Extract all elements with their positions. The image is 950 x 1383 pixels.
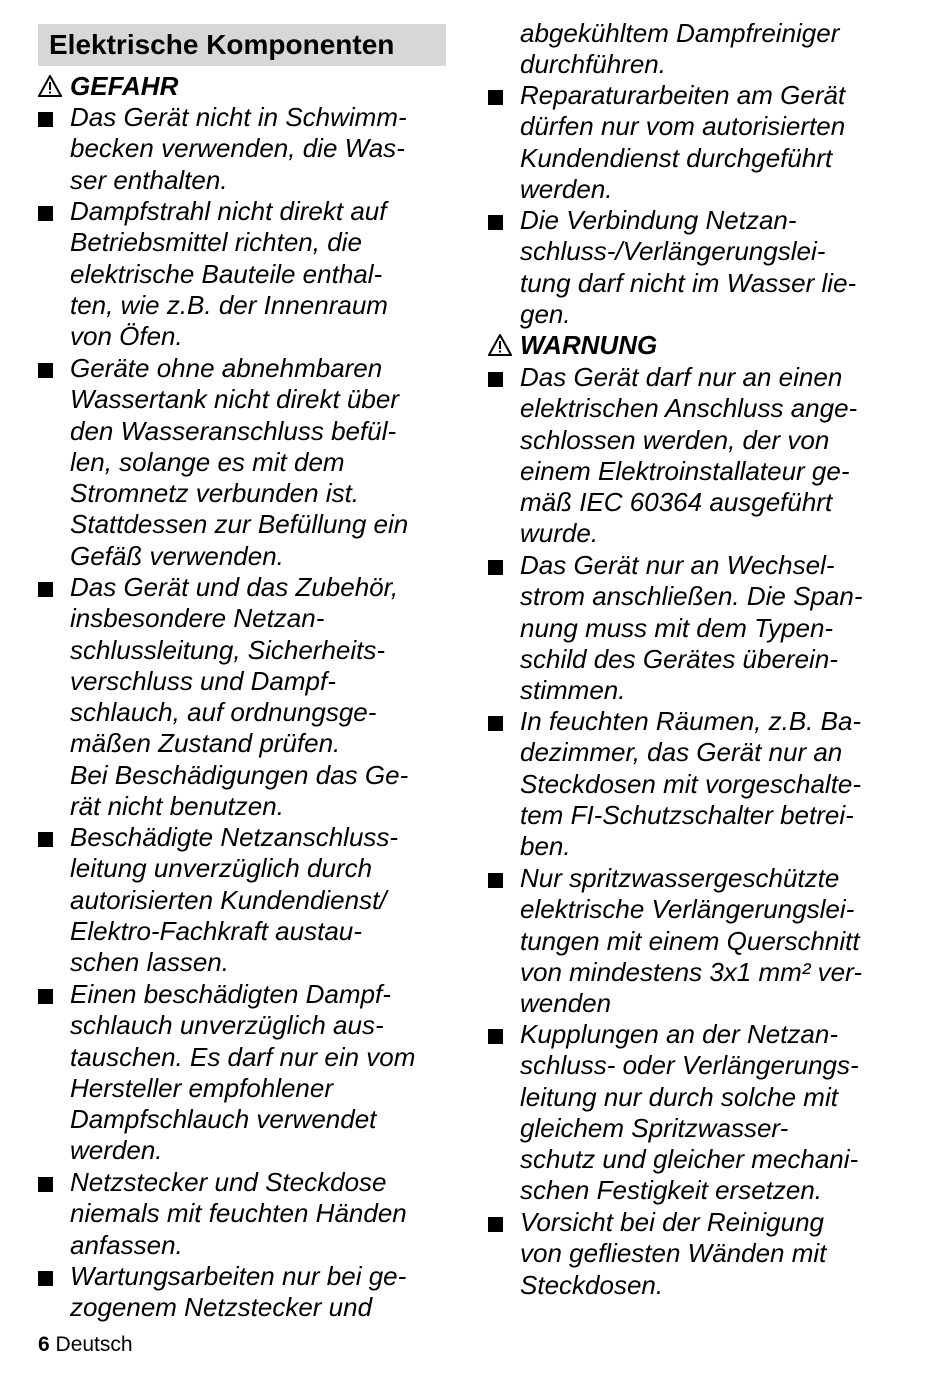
footer-language: Deutsch [55, 1333, 133, 1356]
warning-triangle-icon [38, 75, 62, 97]
list-item-text: Nur spritzwassergeschützte elektrische Verlängerungslei- tungen mit einem Querschnitt von mindestens 3x1 mm² ver- wenden [520, 863, 862, 1019]
bullet-square-icon [488, 1029, 503, 1044]
section-title: Elektrische Komponenten [38, 24, 446, 66]
list-item-text: Netzstecker und Steckdose niemals mit feuchten Händen anfassen. [70, 1167, 407, 1260]
bullet-square-icon [38, 1177, 53, 1192]
bullet-square-icon [38, 206, 53, 221]
list-item-text: Das Gerät darf nur an einen elektrischen Anschluss ange- schlossen werden, der von einem Elektroinstallateur ge- mäß IEC 60364 ausgeführt wurde. [520, 362, 858, 549]
bullet-square-icon [488, 372, 503, 387]
list-item-text: Reparaturarbeiten am Gerät dürfen nur vom autorisierten Kundendienst durchgeführt werden. [520, 80, 846, 204]
bullet-square-icon [38, 989, 53, 1004]
page-footer [38, 1333, 133, 1357]
list-item-text: Die Verbindung Netzan- schluss-/Verlängerungslei- tung darf nicht im Wasser lie- gen. [520, 205, 857, 329]
page-number: 6 [38, 1333, 50, 1356]
bullet-square-icon [38, 1271, 53, 1286]
list-item-text: Einen beschädigten Dampf- schlauch unverzüglich aus- tauschen. Es darf nur ein vom Hersteller empfohlener Dampfschlauch verwendet werden. [70, 979, 416, 1166]
list-item-text: Kupplungen an der Netzan- schluss- oder Verlängerungs- leitung nur durch solche mit gleichem Spritzwasser- schutz und gleicher mechani- schen Festigkeit ersetzen. [520, 1019, 859, 1206]
bullet-square-icon [38, 363, 53, 378]
continued-text: abgekühltem Dampfreiniger durchführen. [520, 18, 840, 80]
warning-heading [488, 330, 657, 361]
bullet-square-icon [488, 215, 503, 230]
list-item-text: Vorsicht bei der Reinigung von gefliesten Wänden mit Steckdosen. [520, 1207, 827, 1300]
bullet-square-icon [488, 873, 503, 888]
bullet-square-icon [38, 112, 53, 127]
bullet-square-icon [38, 582, 53, 597]
list-item-text: Das Gerät nur an Wechsel- strom anschließen. Die Span- nung muss mit dem Typen- schild des Gerätes überein- stimmen. [520, 550, 863, 706]
bullet-square-icon [488, 1217, 503, 1232]
bullet-square-icon [488, 716, 503, 731]
list-item-text: Wartungsarbeiten nur bei ge- zogenem Netzstecker und [70, 1261, 407, 1323]
warning-heading-label: WARNUNG [520, 330, 658, 360]
list-item-text: In feuchten Räumen, z.B. Ba- dezimmer, das Gerät nur an Steckdosen mit vorgeschalte- tem FI-Schutzschalter betrei- ben. [520, 706, 862, 862]
list-item-text: Dampfstrahl nicht direkt auf Betriebsmittel richten, die elektrische Bauteile enthal- ten, wie z.B. der Innenraum von Öfen. [70, 196, 388, 352]
list-item-text: Das Gerät nicht in Schwimm- becken verwenden, die Was- ser enthalten. [70, 102, 407, 195]
warning-triangle-icon [488, 334, 512, 356]
list-item-text: Beschädigte Netzanschluss- leitung unverzüglich durch autorisierten Kundendienst/ Elektro-Fachkraft austau- schen lassen. [70, 822, 399, 978]
list-item-text: Das Gerät und das Zubehör, insbesondere Netzan- schlussleitung, Sicherheits- verschluss und Dampf- schlauch, auf ordnungsge- mäßen Zustand prüfen. Bei Beschädigungen das Ge- rät nicht benutzen. [70, 572, 409, 822]
bullet-square-icon [488, 560, 503, 575]
bullet-square-icon [488, 90, 503, 105]
danger-heading [38, 71, 178, 102]
danger-heading-label: GEFAHR [70, 71, 179, 101]
list-item-text: Geräte ohne abnehmbaren Wassertank nicht direkt über den Wasseranschluss befül- len, solange es mit dem Stromnetz verbunden ist. Stattdessen zur Befüllung ein Gefäß verwenden. [70, 353, 409, 571]
bullet-square-icon [38, 832, 53, 847]
